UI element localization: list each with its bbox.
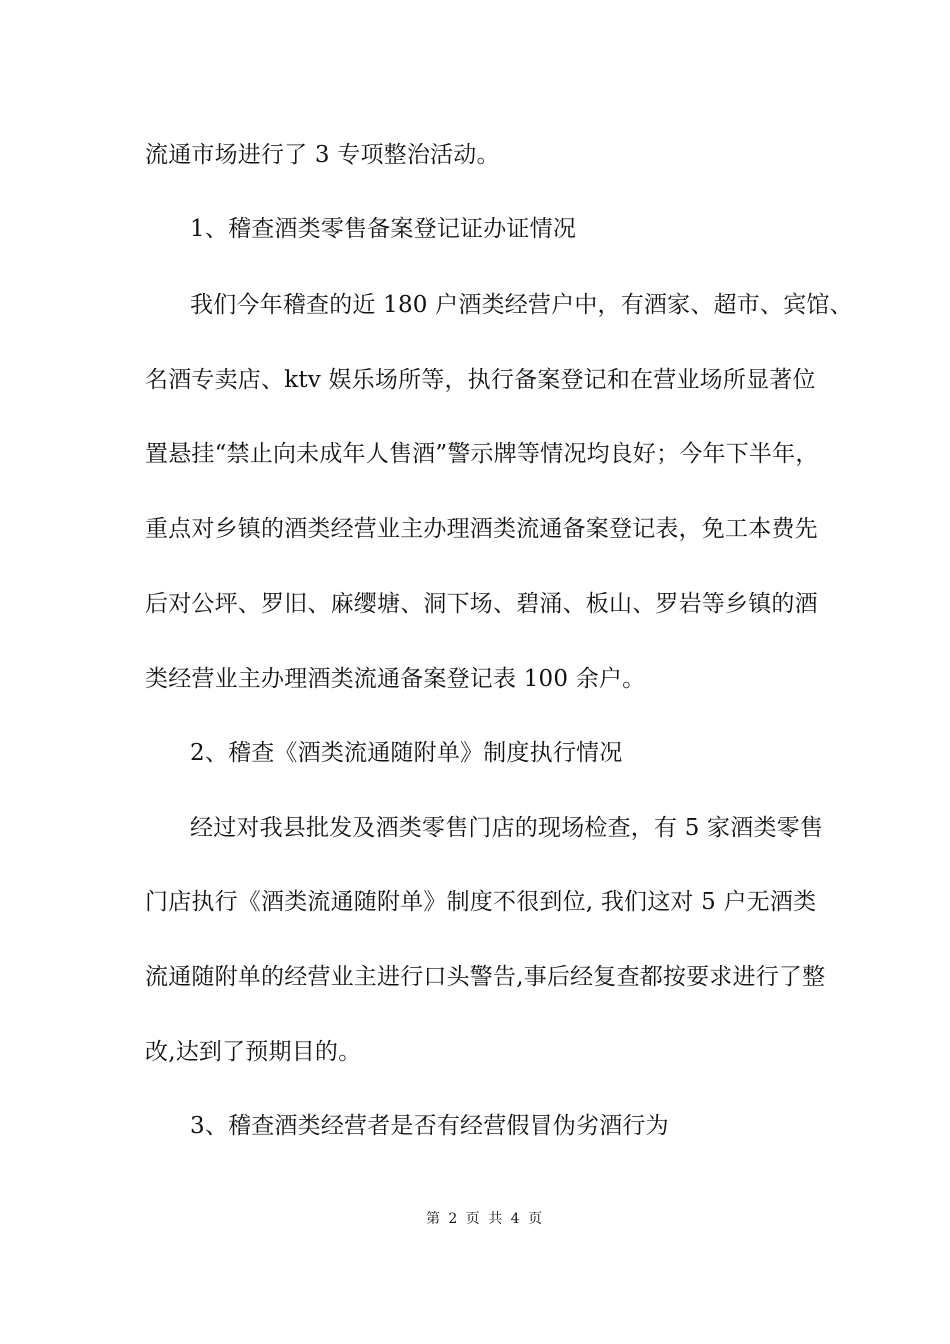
text-line: 类经营业主办理酒类流通备案登记表 100 余户。 [145,666,646,692]
text-line: 重点对乡镇的酒类经营业主办理酒类流通备案登记表，免工本费先 [145,516,818,542]
text-line: 后对公坪、罗旧、麻缨塘、洞下场、碧涌、板山、罗岩等乡镇的酒 [145,591,818,617]
text-line: 流通市场进行了 3 专项整治活动。 [145,142,500,168]
text-line: 我们今年稽查的近 180 户酒类经营户中，有酒家、超市、宾馆、 [190,292,853,318]
section-heading: 2、稽查《酒类流通随附单》制度执行情况 [190,740,623,766]
text-line: 改,达到了预期目的。 [145,1039,362,1065]
section-heading: 1、稽查酒类零售备案登记证办证情况 [190,216,577,242]
text-line: 流通随附单的经营业主进行口头警告,事后经复查都按要求进行了整 [145,964,826,990]
text-line: 名酒专卖店、ktv 娱乐场所等，执行备案登记和在营业场所显著位 [145,367,816,393]
section-heading: 3、稽查酒类经营者是否有经营假冒伪劣酒行为 [190,1113,669,1139]
page-footer: 第 2 页 共 4 页 [425,1211,545,1227]
text-line: 门店执行《酒类流通随附单》制度不很到位, 我们这对 5 户无酒类 [145,889,817,915]
text-line: 置悬挂“禁止向未成年人售酒”警示牌等情况均良好；今年下半年， [145,441,819,467]
text-line: 经过对我县批发及酒类零售门店的现场检查，有 5 家酒类零售 [190,815,824,841]
